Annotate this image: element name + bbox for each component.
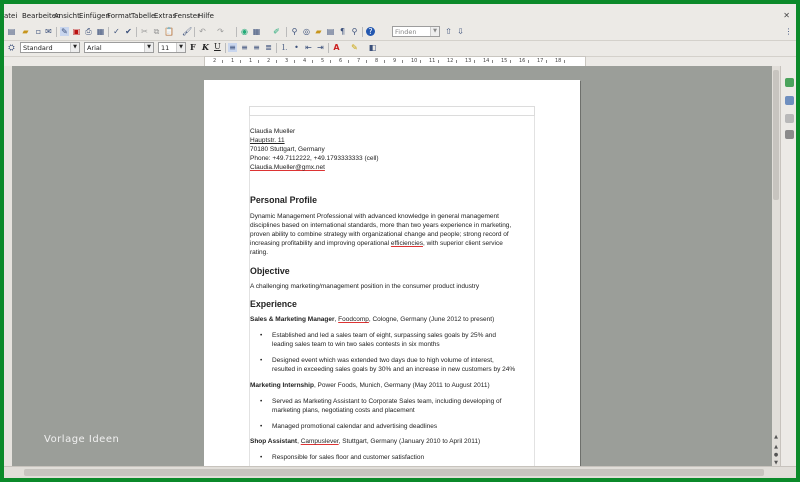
navigator-sidebar-icon[interactable] (785, 130, 794, 139)
scroll-thumb[interactable] (773, 70, 779, 200)
spellcheck-icon[interactable]: ✓ (113, 27, 120, 36)
find-replace-icon[interactable]: ⚲ (291, 27, 298, 36)
numbering-icon[interactable]: ⒈ (280, 43, 289, 52)
job3-line: Shop Assistant, Campuslever, Stuttgart, Germany (January 2010 to April 2011) (250, 438, 481, 445)
bullet-icon: • (260, 454, 263, 461)
ruler-number: 10 (411, 58, 418, 64)
menu-tools[interactable]: Extras (154, 12, 177, 20)
cut-icon[interactable]: ✂ (141, 27, 148, 36)
ruler-number: 18 (555, 58, 562, 64)
ruler-tick (528, 60, 529, 63)
ruler-number: 11 (429, 58, 436, 64)
vertical-scrollbar[interactable] (772, 66, 780, 466)
data-sources-icon[interactable]: ▤ (326, 27, 335, 36)
watermark-text: Vorlage Ideen (44, 434, 120, 445)
undo-icon[interactable]: ↶ (199, 27, 206, 36)
ruler-number: 2 (213, 58, 217, 64)
background-color-icon[interactable]: ◧ (368, 43, 377, 52)
email-link[interactable]: Claudia.Mueller@gmx.net (250, 164, 325, 171)
name-line: Claudia Mueller (250, 128, 296, 135)
bullet-icon: • (260, 357, 263, 364)
edit-mode-icon[interactable]: ✎ (61, 27, 68, 36)
ruler-tick (330, 60, 331, 63)
nonprinting-characters-icon[interactable]: ¶ (339, 27, 346, 36)
job1-bullet2-line2: resulted in exceeding sales goals by 30% and an increase in new customers by 24% (272, 366, 516, 373)
copy-icon[interactable]: ⧉ (153, 27, 160, 36)
job3-bullet1: Responsible for sales floor and customer satisfaction (272, 454, 425, 461)
show-draw-functions-icon[interactable]: ✐ (273, 27, 280, 36)
ruler-tick (312, 60, 313, 63)
ruler-number: 12 (447, 58, 454, 64)
chevron-down-icon[interactable]: ▼ (176, 43, 185, 52)
profile-line: proven ability to combine strategy with organizational change and people; strong record of (250, 231, 509, 238)
ruler-tick (492, 60, 493, 63)
ruler-tick (420, 60, 421, 63)
ruler-number: 13 (465, 58, 472, 64)
ruler-tick (438, 60, 439, 63)
ruler-tick (546, 60, 547, 63)
open-folder-icon[interactable]: ▰ (22, 27, 29, 36)
menu-bar (4, 10, 796, 24)
navigation-icon[interactable]: ● (773, 452, 779, 458)
zoom-icon[interactable]: ⚲ (351, 27, 358, 36)
bullets-icon[interactable]: • (294, 43, 299, 52)
styles-icon[interactable] (785, 96, 794, 105)
find-input[interactable]: Finden ▼ (392, 26, 440, 37)
misspelled-word[interactable]: efficiencies (390, 240, 423, 247)
export-pdf-icon[interactable]: ▣ (72, 27, 81, 36)
help-icon[interactable]: ? (366, 27, 375, 36)
ruler-tick (240, 60, 241, 63)
job2-bullet1-line2: marketing plans, negotiating costs and placement (272, 407, 415, 414)
styles-formatting-icon[interactable]: ⛭ (8, 43, 15, 52)
menu-window[interactable]: Fenster (174, 12, 200, 20)
job1-bullet1-line1: Established and led a sales team of eight, surpassing sales goals by 25% and (272, 332, 497, 339)
ruler-tick (384, 60, 385, 63)
paste-icon[interactable]: 📋 (164, 27, 174, 36)
bullet-icon: • (260, 398, 263, 405)
find-next-icon[interactable]: ⇩ (457, 27, 464, 36)
ruler-tick (258, 60, 259, 63)
profile-line: increasing profitability and improving operational efficiencies, with superior client service (250, 240, 503, 247)
underline-button[interactable]: U (214, 42, 221, 51)
header-area[interactable] (249, 106, 535, 116)
align-center-icon[interactable]: ≡ (241, 43, 248, 52)
job2-bullet2: Managed promotional calendar and advertising deadlines (272, 423, 438, 430)
ruler-number: 1 (249, 58, 253, 64)
find-previous-icon[interactable]: ⇧ (445, 27, 452, 36)
redo-icon[interactable]: ↷ (217, 27, 224, 36)
job1-line: Sales & Marketing Manager, Foodcomp, Cologne, Germany (June 2012 to present) (250, 316, 495, 323)
properties-icon[interactable] (785, 78, 794, 87)
highlighting-icon[interactable]: ✎ (351, 43, 358, 52)
next-page-icon[interactable]: ▼ (774, 460, 778, 466)
email-icon[interactable]: ✉ (45, 27, 52, 36)
objective-heading: Objective (250, 266, 290, 276)
street-line: Hauptstr. 11 (250, 137, 285, 144)
align-left-icon[interactable]: ≡ (229, 43, 236, 52)
ruler-tick (276, 60, 277, 63)
font-color-icon[interactable]: A (333, 43, 340, 52)
menu-view[interactable]: Ansicht (54, 12, 80, 20)
autospellcheck-icon[interactable]: ✔ (125, 27, 132, 36)
toolbar-options-icon[interactable]: ⋮ (784, 27, 793, 36)
paragraph-style-select[interactable]: Standard ▼ (20, 42, 80, 53)
ruler-tick (222, 60, 223, 63)
close-document-icon[interactable]: ✕ (783, 11, 790, 20)
sidebar-deck (780, 66, 796, 466)
ruler-number: 6 (339, 58, 343, 64)
font-size-select[interactable]: 11 ▼ (158, 42, 186, 53)
ruler-tick (474, 60, 475, 63)
profile-line: rating. (250, 249, 269, 256)
bold-button[interactable]: F (190, 42, 196, 52)
formatting-toolbar (4, 40, 796, 57)
phone-line: Phone: +49.7112222, +49.1793333333 (cell) (250, 155, 379, 162)
ruler-number: 4 (303, 58, 307, 64)
bullet-icon: • (260, 423, 263, 430)
chevron-down-icon[interactable]: ▼ (430, 27, 439, 36)
profile-line: Dynamic Management Professional with advanced knowledge in general management (250, 213, 499, 220)
gallery-sidebar-icon[interactable] (785, 114, 794, 123)
ruler-number: 16 (519, 58, 526, 64)
scroll-up-arrow-icon[interactable]: ▲ (774, 434, 778, 440)
ruler-tick (456, 60, 457, 63)
standard-toolbar (4, 24, 796, 41)
city-line: 70180 Stuttgart, Germany (250, 146, 325, 153)
menu-edit[interactable]: Bearbeiten (22, 12, 61, 20)
chevron-down-icon[interactable]: ▼ (144, 43, 153, 52)
ruler-tick (402, 60, 403, 63)
ruler-number: 2 (267, 58, 271, 64)
decrease-indent-icon[interactable]: ⇤ (305, 43, 312, 52)
save-icon[interactable]: ▫ (35, 27, 42, 36)
new-document-icon[interactable]: ▤ (7, 27, 16, 36)
font-name-select[interactable]: Arial ▼ (84, 42, 154, 53)
increase-indent-icon[interactable]: ⇥ (317, 43, 324, 52)
menu-insert[interactable]: Einfügen (79, 12, 110, 20)
ruler-number: 15 (501, 58, 508, 64)
gallery-icon[interactable]: ▰ (315, 27, 322, 36)
ruler-tick (366, 60, 367, 63)
document-page[interactable] (204, 80, 580, 466)
previous-page-icon[interactable]: ▲ (774, 444, 778, 450)
job1-bullet1-line2: leading sales team to win two sales contests in six months (272, 341, 440, 348)
ruler-number: 7 (357, 58, 361, 64)
horizontal-scrollbar[interactable] (4, 466, 796, 478)
ruler-number: 8 (375, 58, 379, 64)
experience-heading: Experience (250, 299, 297, 309)
job2-line: Marketing Internship, Power Foods, Munich, Germany (May 2011 to August 2011) (250, 382, 490, 389)
ruler-number: 1 (231, 58, 235, 64)
ruler-number: 17 (537, 58, 544, 64)
objective-text: A challenging marketing/management position in the consumer product industry (250, 283, 480, 290)
bullet-icon: • (260, 332, 263, 339)
italic-button[interactable]: K (202, 42, 209, 52)
scroll-thumb[interactable] (24, 469, 764, 476)
clone-formatting-icon[interactable]: 🖌 (182, 27, 193, 36)
menu-format[interactable]: Format (107, 12, 132, 20)
ruler-number: 9 (393, 58, 397, 64)
chevron-down-icon[interactable]: ▼ (70, 43, 79, 52)
menu-file[interactable]: atei (4, 12, 18, 20)
navigator-icon[interactable]: ◎ (303, 27, 310, 36)
ruler-number: 5 (321, 58, 325, 64)
print-icon[interactable]: ⎙ (85, 27, 92, 36)
justify-icon[interactable]: ≣ (265, 43, 272, 52)
menu-table[interactable]: Tabelle (131, 12, 156, 20)
profile-heading: Personal Profile (250, 195, 317, 205)
ruler-tick (348, 60, 349, 63)
ruler-tick (294, 60, 295, 63)
profile-line: disciplines based on international standards, more than two years experience in marketing, (250, 222, 512, 229)
ruler-tick (510, 60, 511, 63)
ruler-tick (564, 60, 565, 63)
table-icon[interactable]: ▦ (252, 27, 261, 36)
job2-bullet1-line1: Served as Marketing Assistant to Corporate Sales team, including developing of (272, 398, 502, 405)
ruler-number: 14 (483, 58, 490, 64)
menu-help[interactable]: Hilfe (198, 12, 214, 20)
page-preview-icon[interactable]: ▦ (96, 27, 105, 36)
ruler-number: 3 (285, 58, 289, 64)
writer-window (4, 4, 796, 478)
job1-bullet2-line1: Designed event which was extended two days due to high volume of interest, (272, 357, 494, 364)
align-right-icon[interactable]: ≡ (253, 43, 260, 52)
hyperlink-icon[interactable]: ◉ (241, 27, 248, 36)
